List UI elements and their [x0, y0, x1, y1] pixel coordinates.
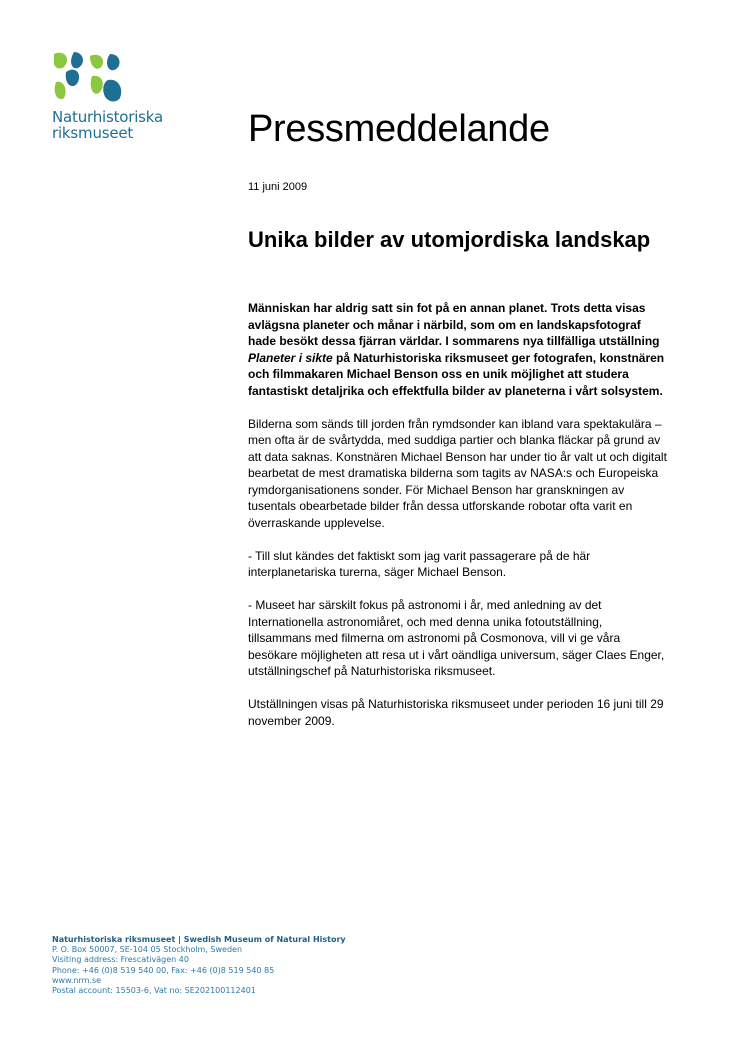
footer-phone-fax: Phone: +46 (0)8 519 540 00, Fax: +46 (0)8 519 540 85	[52, 965, 275, 975]
museum-logo-mark-icon	[52, 50, 128, 104]
footer-visiting-address: Visiting address: Frescativägen 40	[52, 955, 189, 965]
lead-text-part2: på Naturhistoriska riksmuseet ger fotografen, konstnären och filmmakaren Michael Benson oss en unik möjlighet att studera fantastiskt detaljrika och effektfulla bilder av planeterna i vårt solsystem.	[248, 350, 665, 398]
footer-postal-address: P. O. Box 50007, SE-104 05 Stockholm, Sweden	[52, 945, 243, 955]
body-paragraph: Bilderna som sänds till jorden från rymdsonder kan ibland vara spektakulära – men ofta är de svårtydda, med suddiga partier och blanka fläckar på grund av att data saknas. Konstnären Michael Benson har under tio år valt ut och digitalt bearbetat de mest dramatiska bilderna som tagits av NASA:s och Europeiska rymdorganisationens sonder. För Michael Benson har granskningen av tusentals obearbetade bilder från dessa utforskande robotar ofta varit en överraskande upplevelse.	[248, 416, 667, 530]
body-paragraph: Utställningen visas på Naturhistoriska riksmuseet under perioden 16 juni till 29 november 2009.	[248, 697, 664, 728]
contact-footer	[52, 935, 346, 996]
lead-paragraph	[248, 300, 668, 399]
footer-organization: Naturhistoriska riksmuseet | Swedish Museum of Natural History	[52, 935, 346, 944]
exhibition-title: Planeter i sikte	[248, 350, 333, 365]
body-paragraph: - Museet har särskilt fokus på astronomi i år, med anledning av det Internationella astronomiåret, och med denna unika fotoutställning, tillsammans med filmerna om astronomi på Cosmonova, vill vi ge våra besökare möjligheten att resa ut i vårt oändliga universum, säger Claes Enger, utställningschef på Naturhistoriska riksmuseet.	[248, 598, 665, 678]
footer-website: www.nrm.se	[52, 975, 102, 985]
press-release-body	[248, 300, 668, 746]
museum-logo-name-line2: riksmuseet	[52, 124, 134, 142]
museum-logo-name-line1: Naturhistoriska	[52, 108, 164, 126]
body-paragraph: - Till slut kändes det faktiskt som jag varit passagerare på de här interplanetariska turerna, säger Michael Benson.	[248, 548, 591, 579]
lead-text-part1: Människan har aldrig satt sin fot på en annan planet. Trots detta visas avlägsna planeter och månar i närbild, som om en landskapsfotograf hade besökt dessa fjärran världar. I sommarens nya tillfälliga utställning	[248, 301, 660, 348]
museum-logo-text	[52, 109, 163, 141]
press-release-headline: Unika bilder av utomjordiska landskap	[248, 227, 651, 252]
footer-account: Postal account: 15503-6, Vat no: SE202100112401	[52, 986, 256, 996]
release-date: 11 juni 2009	[248, 181, 308, 193]
document-type-heading: Pressmeddelande	[248, 108, 550, 150]
